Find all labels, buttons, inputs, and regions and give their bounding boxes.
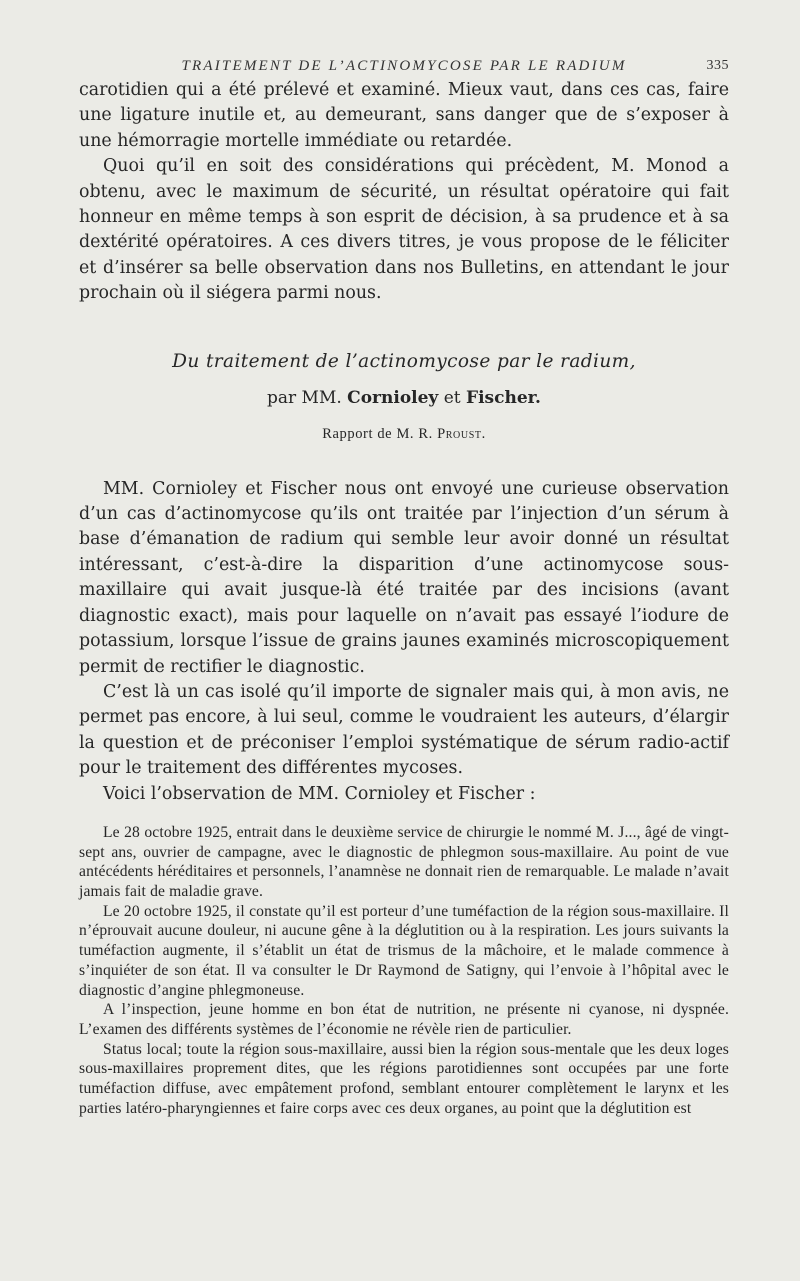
author-name: Cornioley — [347, 387, 439, 408]
report-prefix: Rapport de M. R. — [322, 425, 433, 442]
observation-paragraph: Le 28 octobre 1925, entrait dans le deuxième service de chirurgie le nommé M. J..., âgé de vingt-sept ans, ouvrier de campagne, avec le diagnostic de phlegmon sous-maxillaire. Au point de vue antécédents héréditaires et personnels, l’anamnèse ne donnait rien de remarquable. Le malade n’avait jamais fait de maladie grave. — [79, 823, 729, 901]
paragraph: MM. Cornioley et Fischer nous ont envoyé une curieuse observation d’un cas d’actinomycose qu’ils ont traitée par l’injection d’un sérum à base d’émanation de radium qui semble leur avoir donné un résultat intéressant, c’est-à-dire la disparition d’une actinomycose sous-maxillaire qui avait jusque-là été traitée par des incisions (avant diagnostic exact), mais pour laquelle on n’avait pas essayé l’iodure de potassium, lorsque l’issue de grains jaunes examinés microscopiquement permit de rectifier le diagnostic. — [79, 478, 729, 677]
report-author: Proust. — [437, 425, 486, 442]
article-title: Du traitement de l’actinomycose par le radium, — [172, 350, 636, 372]
paragraph: Quoi qu’il en soit des considérations qui précèdent, M. Monod a obtenu, avec le maximum de sécurité, un résultat opératoire qui fait honneur en même temps à son esprit de décision, à sa prudence et à sa dextérité opératoires. A ces divers titres, je vous propose de le féliciter et d’insérer sa belle observation dans nos Bulletins, en attendant le jour prochain où il siégera parmi nous. — [79, 156, 729, 304]
document-page — [79, 52, 729, 1118]
page-number: 335 — [706, 58, 729, 73]
paragraph: carotidien qui a été prélevé et examiné. Mieux vaut, dans ces cas, faire une ligature inutile et, au demeurant, sans danger que de s’exposer à une hémorragie mortelle immédiate ou retardée. — [79, 80, 729, 151]
author-name: Fischer. — [466, 387, 541, 408]
authors-prefix: par MM. — [267, 387, 342, 408]
running-header — [79, 52, 729, 78]
paragraph: C’est là un cas isolé qu’il importe de signaler mais qui, à mon avis, ne permet pas encore, à lui seul, comme le voudraient les auteurs, d’élargir la question et de préconiser l’emploi systématique de sérum radio-actif pour le traitement des différentes mycoses. — [79, 681, 729, 779]
article-authors — [79, 388, 729, 408]
report-byline — [79, 426, 729, 443]
observation-paragraph: Status local; toute la région sous-maxillaire, aussi bien la région sous-mentale que les deux loges sous-maxillaires proprement dites, que les régions parotidiennes sont occupées par une forte tuméfaction diffuse, avec empâtement profond, semblant entourer complètement le larynx et les parties latéro-pharyngiennes et faire corps avec ces deux organes, au point que la déglutition est — [79, 1040, 729, 1117]
report-text — [79, 477, 729, 807]
intro-text — [79, 78, 729, 307]
running-title: TRAITEMENT DE L’ACTINOMYCOSE PAR LE RADIUM — [181, 58, 627, 74]
paragraph: Voici l’observation de MM. Cornioley et Fischer : — [103, 783, 536, 804]
observation-paragraph: Le 20 octobre 1925, il constate qu’il est porteur d’une tuméfaction de la région sous-maxillaire. Il n’éprouvait aucune douleur, ni aucune gêne à la déglutition ou à la respiration. Les jours suivants la tuméfaction augmente, il s’établit un état de trismus de la mâchoire, et le malade commence à s’inquiéter de son état. Il va consulter le Dr Raymond de Satigny, qui l’envoie à l’hôpital avec le diagnostic d’angine phlegmoneuse. — [79, 902, 729, 999]
observation-text — [79, 823, 729, 1119]
authors-conjunction: et — [443, 387, 461, 408]
observation-paragraph: A l’inspection, jeune homme en bon état de nutrition, ne présente ni cyanose, ni dyspnée. L’examen des différents systèmes de l’économie ne révèle rien de particulier. — [79, 1001, 729, 1038]
